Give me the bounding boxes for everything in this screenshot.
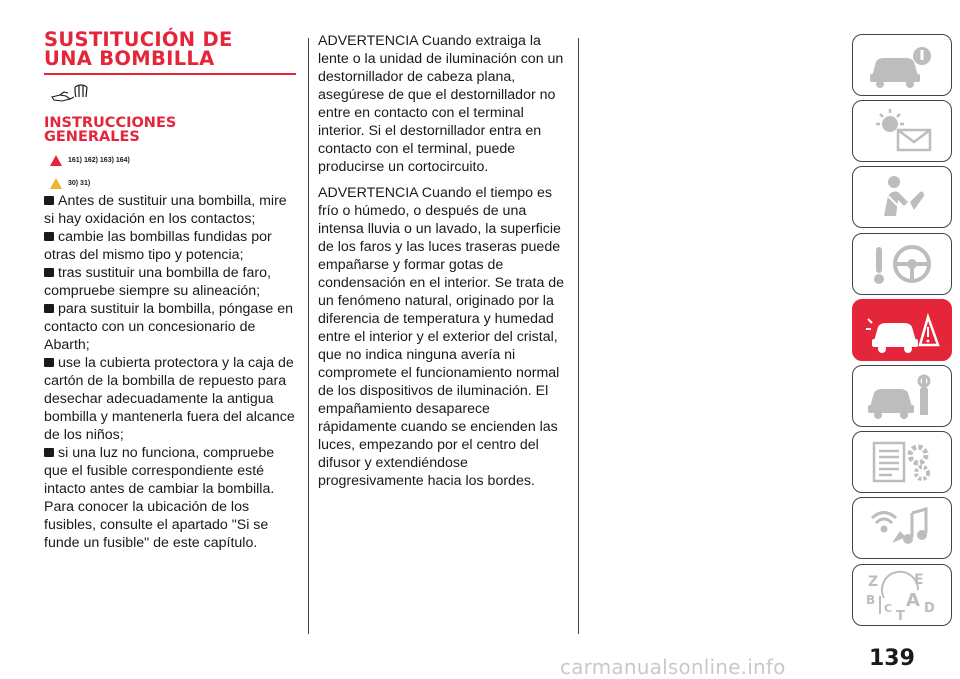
svg-text:B: B	[866, 592, 876, 607]
bullet-icon	[44, 304, 54, 313]
chapter-nav	[852, 34, 956, 630]
tab-safety[interactable]	[852, 166, 952, 228]
bullet-list	[44, 192, 298, 552]
list-item: tras sustituir una bombilla de faro, compruebe siempre su alineación;	[44, 265, 271, 299]
list-item: si una luz no funciona, compruebe que el fusible correspondiente esté intacto antes de cambiar la bombilla.	[44, 445, 275, 497]
subsection-title: INSTRUCCIONES GENERALES	[44, 115, 177, 145]
title-divider	[44, 73, 296, 75]
fuse-note: Para conocer la ubicación de los fusibles, consulte el apartado "Si se funde un fusible" de este capítulo.	[44, 499, 269, 551]
tab-index[interactable]	[852, 564, 952, 626]
page-number: 139	[869, 646, 915, 671]
caution-refs: 30) 31)	[50, 177, 298, 190]
tab-maintenance[interactable]	[852, 365, 952, 427]
safety-icon	[862, 172, 942, 222]
svg-text:E: E	[914, 571, 924, 588]
svg-text:Z: Z	[868, 573, 879, 590]
warning-triangle-icon	[50, 155, 62, 166]
right-column	[318, 32, 568, 490]
watermark: carmanualsonline.info	[560, 655, 786, 679]
warning-refs: 161) 162) 163) 164)	[50, 154, 298, 167]
bullet-icon	[44, 232, 54, 241]
svg-text:Z E B A C D T: Z E B A C D T	[888, 599, 895, 601]
list-item: cambie las bombillas fundidas por otras del mismo tipo y potencia;	[44, 229, 272, 263]
section-title: SUSTITUCIÓN DE UNA BOMBILLA	[44, 28, 233, 70]
specs-icon	[862, 437, 942, 487]
tab-specs[interactable]	[852, 431, 952, 493]
warning-paragraph: ADVERTENCIA Cuando extraiga la lente o la unidad de iluminación con un destornillador de cabeza plana, asegúrese de que el destornillador no entre en contacto con el terminal interior. Si el destornillador entra en contacto con el terminal, puede producirse un cortocircuito.	[318, 33, 564, 175]
driving-icon	[862, 239, 942, 289]
svg-text:T: T	[896, 608, 905, 620]
svg-text:A: A	[906, 589, 920, 611]
car-info-icon	[862, 40, 942, 90]
bullet-icon	[44, 196, 54, 205]
caution-triangle-icon	[50, 178, 62, 189]
tab-driving[interactable]	[852, 233, 952, 295]
tab-multimedia[interactable]	[852, 497, 952, 559]
column-divider	[578, 38, 579, 634]
warning-lights-icon	[862, 106, 942, 156]
column-divider	[308, 38, 309, 634]
multimedia-icon	[862, 503, 942, 553]
tab-warning-lights[interactable]	[852, 100, 952, 162]
tab-car-info[interactable]	[852, 34, 952, 96]
index-icon	[862, 570, 942, 620]
bullet-icon	[44, 358, 54, 367]
list-item: use la cubierta protectora y la caja de cartón de la bombilla de repuesto para desechar adecuadamente la antigua bombilla y mantenerla fuera del alcance de los niños;	[44, 355, 295, 443]
tab-emergency[interactable]	[852, 299, 952, 361]
left-column	[44, 30, 298, 552]
emergency-icon	[862, 305, 942, 355]
svg-text:C: C	[884, 601, 893, 615]
svg-text:D: D	[924, 600, 935, 616]
warning-paragraph: ADVERTENCIA Cuando el tiempo es frío o húmedo, o después de una intensa lluvia o un lavado, la superficie de los faros y las luces traseras puede empañarse y formar gotas de condensación en el interior. Se trata de un fenómeno natural, originado por la diferencia de temperatura y humedad entre el interior y el exterior del cristal, que no indica ninguna avería ni compromete el funcionamiento normal de los dispositivos de iluminación. El empañamiento desaparece rápidamente cuando se encienden las luces, empezando por el centro del difusor y extendiéndose progresivamente hacia los bordes.	[318, 185, 565, 489]
lamp-hand-icon	[50, 83, 298, 110]
maintenance-icon	[862, 371, 942, 421]
bullet-icon	[44, 268, 54, 277]
list-item: para sustituir la bombilla, póngase en contacto con un concesionario de Abarth;	[44, 301, 294, 353]
list-item: Antes de sustituir una bombilla, mire si hay oxidación en los contactos;	[44, 193, 287, 227]
bullet-icon	[44, 448, 54, 457]
